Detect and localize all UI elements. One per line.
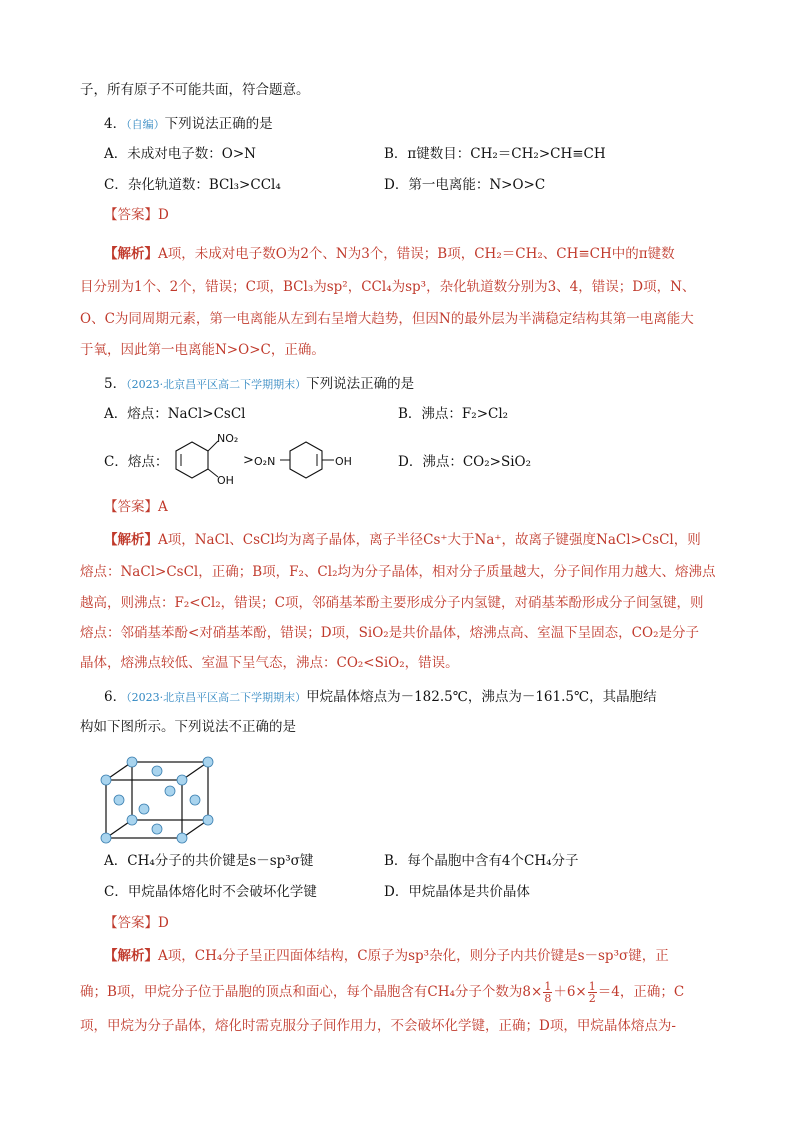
explanation-text: A项，NaCl、CsCl均为离子晶体，离子半径Cs⁺大于Na⁺，故离子键强度NaCl>CsCl，则 [158, 532, 701, 548]
question-5-stem [104, 374, 414, 395]
q6-answer: 【答案】D [104, 915, 169, 931]
explanation-text: A项，未成对电子数O为2个、N为3个，错误；B项，CH₂＝CH₂、CH≡CH中的π键数 [158, 246, 675, 262]
q5-explanation-line-2: 熔点：NaCl>CsCl，正确；B项，F₂、Cl₂均为分子晶体，相对分子质量越大，分子间作用力越大、熔沸点 [80, 564, 716, 580]
question-4-stem [104, 114, 273, 135]
q5-option-c-structures [166, 428, 376, 488]
q6-option-d: D．甲烷晶体是共价晶体 [384, 884, 530, 900]
fraction-denominator: 2 [588, 992, 596, 1005]
q5-option-a: A．熔点：NaCl>CsCl [104, 406, 246, 422]
oh-label-1: OH [217, 474, 234, 487]
question-text: 甲烷晶体熔点为－182.5℃，沸点为－161.5℃，其晶胞结 [306, 689, 657, 705]
question-6-stem-line-1 [104, 687, 657, 708]
question-source: （2023·北京昌平区高二下学期期末） [126, 691, 307, 704]
q4-answer: 【答案】D [104, 207, 169, 223]
explanation-text: ＋6× [553, 984, 587, 1000]
q4-option-d: D．第一电离能：N>O>C [384, 177, 546, 193]
question-text: 下列说法正确的是 [164, 116, 273, 132]
q4-explanation-line-4: 于氧，因此第一电离能N>O>C，正确。 [80, 342, 325, 358]
explanation-text: A项，CH₄分子呈正四面体结构，C原子为sp³杂化，则分子内共价键是s－sp³σ键，正 [158, 948, 669, 964]
question-number: 6． [104, 689, 127, 705]
q5-explanation-line-5: 晶体，熔沸点较低、室温下呈气态，沸点：CO₂<SiO₂，错误。 [80, 655, 459, 671]
explanation-tag: 【解析】 [104, 532, 158, 548]
q6-option-a: A．CH₄分子的共价键是s－sp³σ键 [104, 853, 314, 869]
o2n-label: O₂N [254, 455, 276, 468]
question-text: 下列说法正确的是 [306, 376, 415, 392]
q4-option-b: B．π键数目：CH₂＝CH₂>CH≡CH [384, 146, 606, 162]
explanation-tag: 【解析】 [104, 246, 158, 262]
question-6-stem-line-2: 构如下图所示。下列说法不正确的是 [80, 719, 296, 735]
q5-option-b: B．沸点：F₂>Cl₂ [398, 406, 509, 422]
question-number: 5． [104, 376, 127, 392]
q5-explanation-line-4: 熔点：邻硝基苯酚<对硝基苯酚，错误；D项，SiO₂是共价晶体，熔沸点高、室温下呈固态，CO₂是分子 [80, 625, 699, 641]
previous-explanation-tail: 子，所有原子不可能共面，符合题意。 [80, 82, 310, 98]
question-source: （2023·北京昌平区高二下学期期末） [126, 378, 307, 391]
q4-explanation-line-1 [104, 244, 675, 264]
methane-unit-cell-diagram [96, 748, 220, 848]
q5-answer: 【答案】A [104, 499, 168, 515]
q4-explanation-line-2: 目分别为1个、2个，错误；C项，BCl₃为sp²，CCl₄为sp³，杂化轨道数分别为3、4，错误；D项，N、 [80, 279, 696, 295]
explanation-text: ＝4，正确；C [597, 984, 685, 1000]
q4-explanation-line-3: O、C为同周期元素，第一电离能从左到右呈增大趋势，但因N的最外层为半满稳定结构其第一电离能大 [80, 311, 694, 327]
q6-option-c: C．甲烷晶体熔化时不会破坏化学键 [104, 884, 317, 900]
question-number: 4． [104, 116, 127, 132]
q4-option-a: A．未成对电子数：O>N [104, 146, 256, 162]
fraction-one-half [588, 981, 597, 1004]
fraction-numerator: 1 [544, 980, 552, 993]
q5-explanation-line-3: 越高，则沸点：F₂<Cl₂，错误；C项，邻硝基苯酚主要形成分子内氢键，对硝基苯酚形成分子间氢键，则 [80, 595, 704, 611]
q6-option-b: B．每个晶胞中含有4个CH₄分子 [384, 853, 579, 869]
q5-option-d: D．沸点：CO₂>SiO₂ [398, 454, 531, 470]
q6-explanation-line-2 [80, 978, 684, 1006]
fraction-one-eighth [543, 981, 552, 1004]
q6-explanation-line-3: 项，甲烷为分子晶体，熔化时需克服分子间作用力，不会破坏化学键，正确；D项，甲烷晶体熔点为- [80, 1018, 676, 1034]
fraction-denominator: 8 [544, 992, 552, 1005]
q4-option-c: C．杂化轨道数：BCl₃>CCl₄ [104, 177, 281, 193]
q5-explanation-line-1 [104, 530, 701, 550]
explanation-tag: 【解析】 [104, 948, 158, 964]
fraction-numerator: 1 [588, 980, 596, 993]
question-source: （自编） [126, 118, 165, 131]
explanation-text: 确；B项，甲烷分子位于晶胞的顶点和面心，每个晶胞含有CH₄分子个数为8× [80, 984, 543, 1000]
oh-label-2: OH [335, 455, 352, 468]
no2-label: NO₂ [217, 432, 239, 445]
q6-explanation-line-1 [104, 946, 669, 966]
q5-option-c-label: C．熔点： [104, 454, 169, 470]
comparison-sign: > [243, 453, 254, 468]
